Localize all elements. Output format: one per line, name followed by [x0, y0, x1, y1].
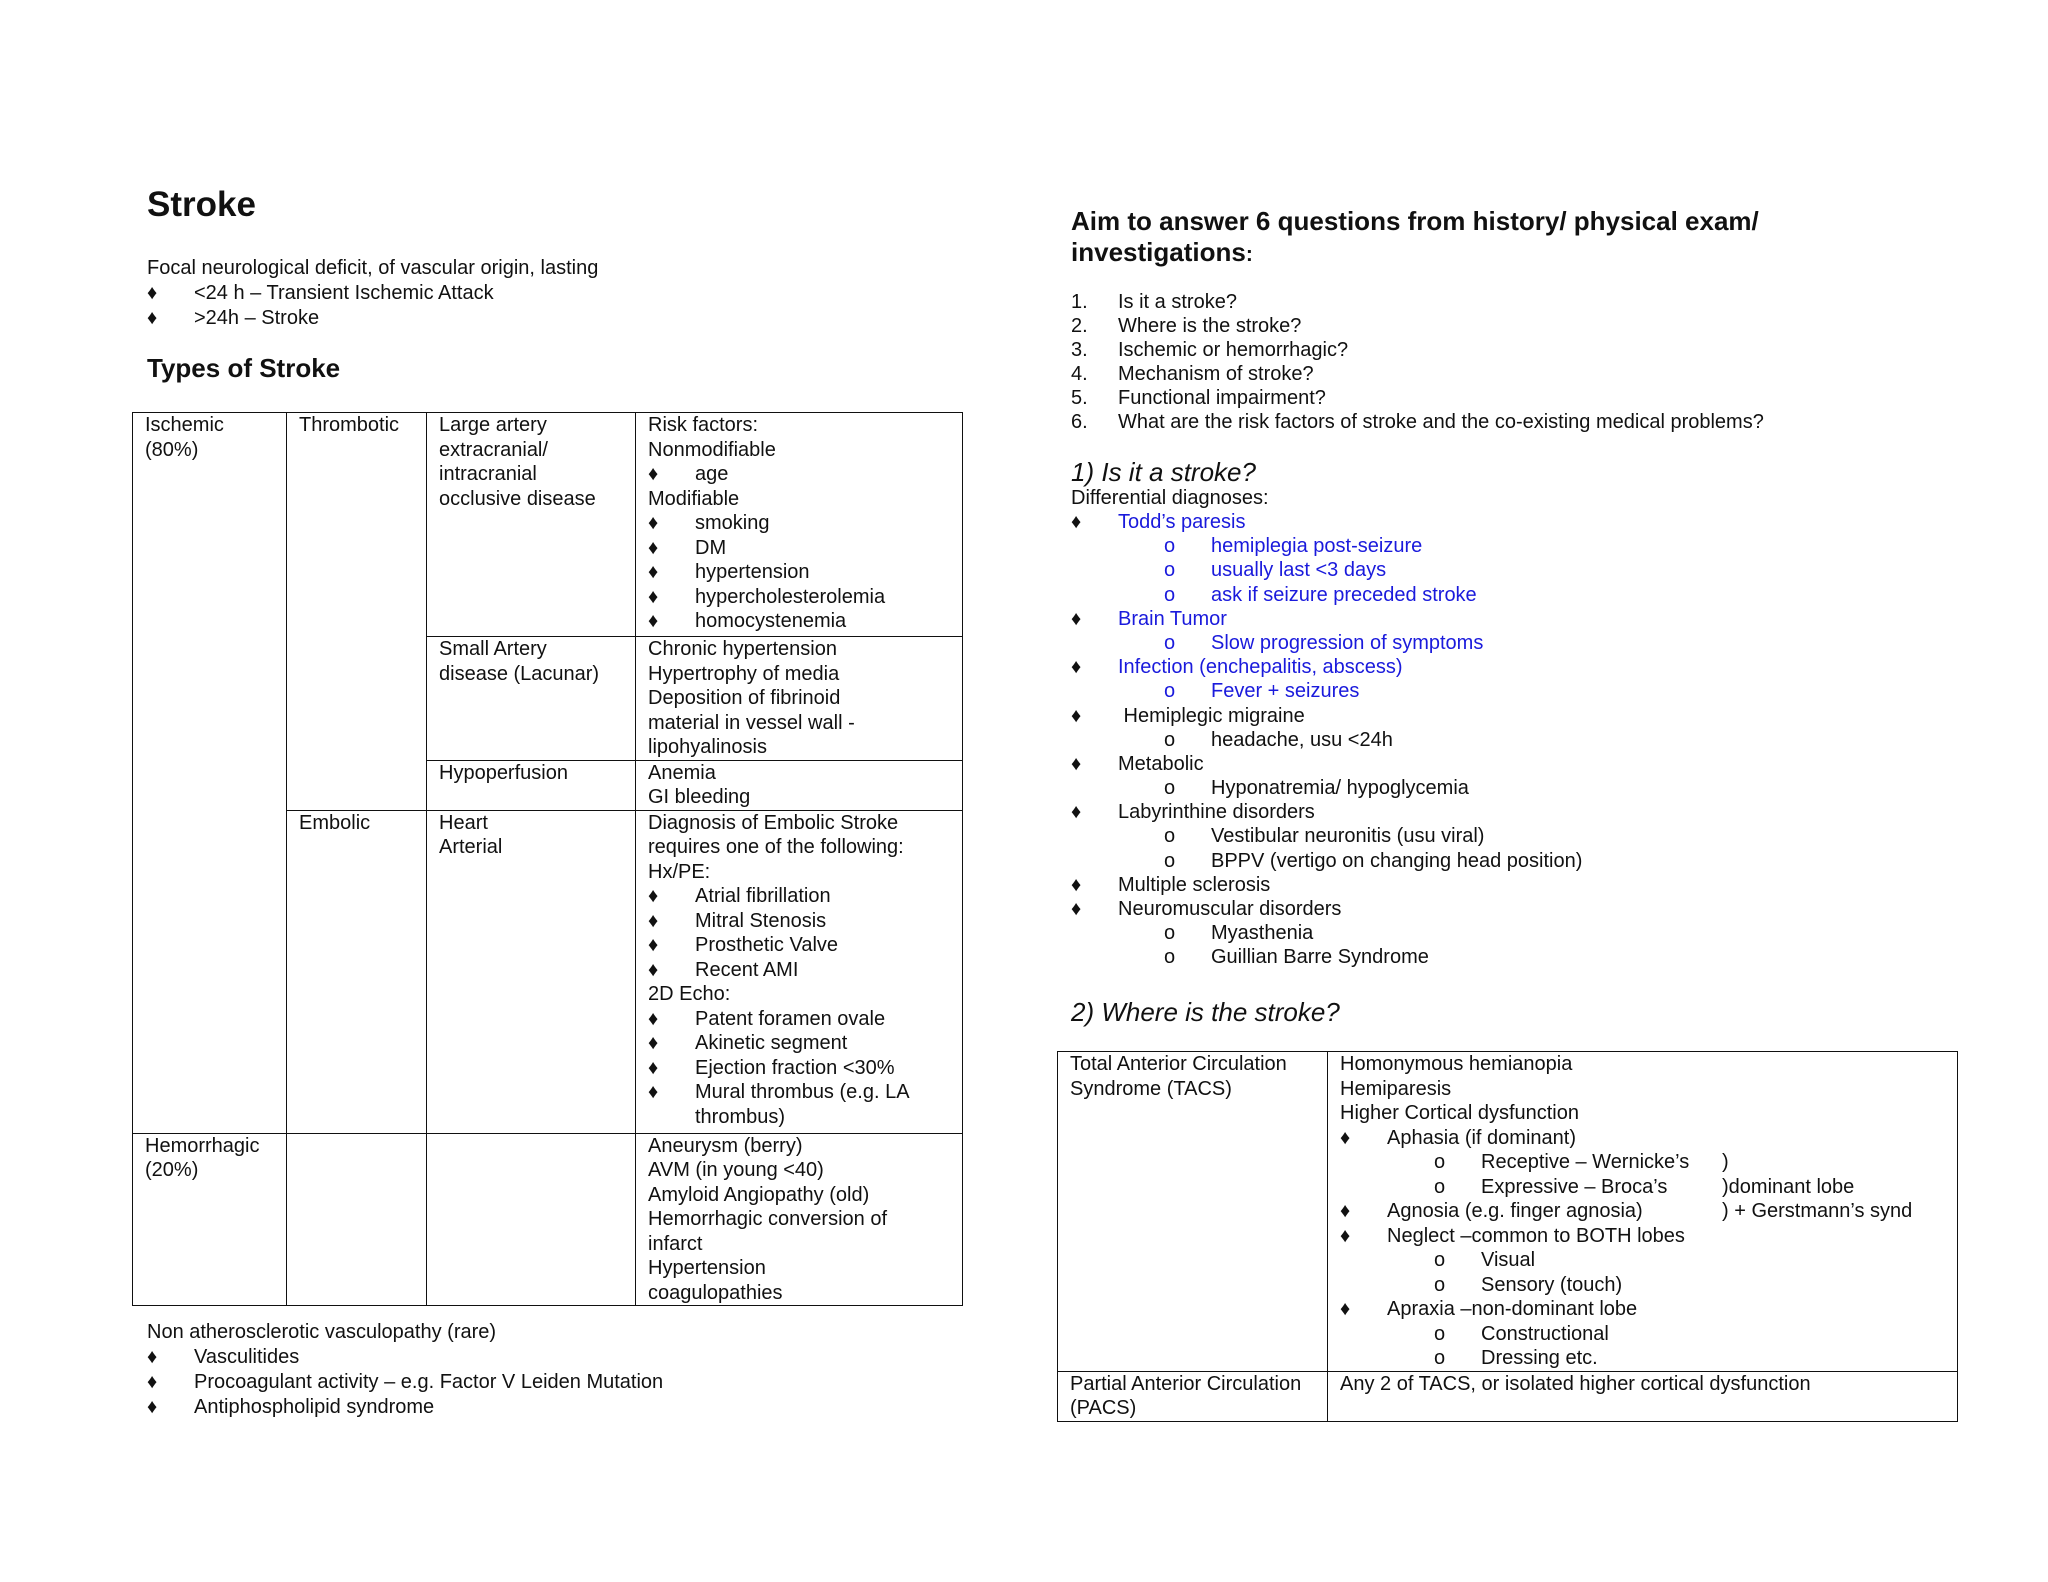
- q1-heading: 1) Is it a stroke?: [1071, 457, 1256, 487]
- diamond-bullet-icon: ♦: [1340, 1298, 1351, 1320]
- differential-diagnoses: Differential diagnoses: ♦ Todd’s paresis o hemiplegia post-seizure o usually last <3 days o ask if seizure preceded stroke ♦ Brain Tumor o Slow progression of symptoms ♦ Infection (enchepalitis, abscess) o Fever + seizures ♦ Hemiplegic migraine o headache, usu <24h ♦ Metabolic o Hyponatremia/ hypoglycemia ♦ Labyrinthine disorders o Vestibular neuronitis (usu viral) o BPPV (vertigo on changing head position) ♦ Multiple sclerosis ♦ Neuromuscular disorders o Myasthenia o Guillian Barre Syndrome: [1071, 487, 1583, 969]
- hemorrhagic-cell: Hemorrhagic (20%): [133, 1133, 287, 1306]
- diamond-bullet-icon: ♦: [1071, 873, 1082, 896]
- stroke-definition: Focal neurological deficit, of vascular origin, lasting ♦ <24 h – Transient Ischemic Attack ♦ >24h – Stroke: [147, 257, 599, 329]
- risk-factors-cell: Risk factors: Nonmodifiable ♦ age Modifiable ♦ smoking ♦ DM ♦ hypertension ♦ hypercholesterolemia ♦ homocystenemia: [636, 413, 963, 637]
- list-item: o usually last <3 days: [1164, 559, 1387, 582]
- diamond-bullet-icon: ♦: [648, 561, 659, 583]
- circle-bullet-icon: o: [1164, 631, 1176, 654]
- list-item: ♦ Infection (enchepalitis, abscess): [1071, 656, 1403, 679]
- diamond-bullet-icon: ♦: [648, 1081, 659, 1103]
- diamond-bullet-icon: ♦: [648, 463, 659, 485]
- pacs-desc-cell: Any 2 of TACS, or isolated higher cortical dysfunction: [1328, 1371, 1958, 1421]
- list-item: ♦ Antiphospholipid syndrome: [147, 1396, 435, 1418]
- large-artery-cell: Large artery extracranial/ intracranial occlusive disease: [427, 413, 636, 637]
- list-item: o Vestibular neuronitis (usu viral): [1164, 825, 1485, 848]
- hypoperfusion-cell: Hypoperfusion: [427, 760, 636, 810]
- diamond-bullet-icon: ♦: [648, 909, 659, 932]
- circle-bullet-icon: o: [1434, 1249, 1446, 1271]
- diamond-bullet-icon: ♦: [648, 958, 659, 981]
- diamond-bullet-icon: ♦: [648, 1007, 659, 1030]
- page-title: Stroke: [147, 185, 256, 224]
- hypoperfusion-desc-cell: Anemia GI bleeding: [636, 760, 963, 810]
- q2-heading: 2) Where is the stroke?: [1071, 997, 1340, 1027]
- diamond-bullet-icon: ♦: [1340, 1126, 1351, 1149]
- list-item: o Guillian Barre Syndrome: [1164, 946, 1429, 969]
- small-artery-desc-cell: Chronic hypertension Hypertrophy of media Deposition of fibrinoid material in vessel wall - lipohyalinosis: [636, 637, 963, 761]
- diamond-bullet-icon: ♦: [648, 512, 659, 534]
- circle-bullet-icon: o: [1434, 1273, 1446, 1296]
- diamond-bullet-icon: ♦: [147, 1371, 158, 1393]
- list-item: ♦ Metabolic: [1071, 752, 1204, 775]
- list-item: ♦ Hemiplegic migraine: [1071, 704, 1305, 727]
- circle-bullet-icon: o: [1164, 825, 1176, 848]
- list-item: 4. Mechanism of stroke?: [1071, 363, 1314, 385]
- circle-bullet-icon: o: [1164, 922, 1176, 945]
- list-item: 2. Where is the stroke?: [1071, 315, 1302, 337]
- stroke-types-table: [132, 412, 963, 1306]
- diamond-bullet-icon: ♦: [1071, 898, 1082, 920]
- list-item: o headache, usu <24h: [1164, 728, 1393, 751]
- embolic-cell: Embolic: [287, 810, 427, 1133]
- types-heading: Types of Stroke: [147, 353, 341, 383]
- hemorrhagic-desc-cell: Aneurysm (berry) AVM (in young <40) Amyloid Angiopathy (old) Hemorrhagic conversion of infarct Hypertension coagulopathies: [636, 1133, 963, 1306]
- diamond-bullet-icon: ♦: [648, 1032, 659, 1054]
- diamond-bullet-icon: ♦: [1071, 801, 1082, 824]
- diamond-bullet-icon: ♦: [648, 885, 659, 907]
- list-item: ♦ Vasculitides: [147, 1346, 300, 1368]
- diamond-bullet-icon: ♦: [147, 1346, 158, 1368]
- diamond-bullet-icon: ♦: [648, 1056, 659, 1079]
- diamond-bullet-icon: ♦: [1340, 1224, 1351, 1247]
- diamond-bullet-icon: ♦: [1340, 1200, 1351, 1222]
- questions-list: [1071, 290, 1764, 434]
- non-atherosclerotic-section: Non atherosclerotic vasculopathy (rare) ♦ Vasculitides ♦ Procoagulant activity – e.g. Factor V Leiden Mutation ♦ Antiphospholipid syndrome: [147, 1321, 664, 1418]
- diamond-bullet-icon: ♦: [147, 282, 158, 304]
- diamond-bullet-icon: ♦: [648, 610, 659, 632]
- circle-bullet-icon: o: [1164, 849, 1176, 872]
- definition-bullet: ♦ >24h – Stroke: [147, 307, 320, 329]
- list-item: o ask if seizure preceded stroke: [1164, 583, 1477, 606]
- circle-bullet-icon: o: [1434, 1175, 1446, 1198]
- list-item: o Slow progression of symptoms: [1164, 631, 1484, 654]
- list-item: ♦ Neuromuscular disorders: [1071, 898, 1342, 920]
- diamond-bullet-icon: ♦: [1071, 752, 1082, 775]
- circle-bullet-icon: o: [1164, 583, 1176, 606]
- tacs-desc-cell: Homonymous hemianopia Hemiparesis Higher Cortical dysfunction ♦ Aphasia (if dominant) o Receptive – Wernicke’s ) o Expressive – Broca’s )dominant lobe ♦ Agnosia (e.g. finger agnosia) ) + Gerstmann’s synd ♦ Neglect –common to BOTH lobes o Visual o Sensory (touch) ♦ Apraxia –non-dominant lobe o Constructional o Dressing etc.: [1328, 1052, 1958, 1372]
- thrombotic-cell: Thrombotic: [287, 413, 427, 811]
- list-item: 6. What are the risk factors of stroke and the co-existing medical problems?: [1071, 411, 1764, 433]
- embolic-desc-cell: Diagnosis of Embolic Stroke requires one of the following: Hx/PE: ♦ Atrial fibrillation ♦ Mitral Stenosis ♦ Prosthetic Valve ♦ Recent AMI 2D Echo: ♦ Patent foramen ovale ♦ Akinetic segment ♦ Ejection fraction <30% ♦ Mural thrombus (e.g. LA thrombus): [636, 810, 963, 1133]
- list-item: ♦ Todd’s paresis: [1071, 511, 1246, 533]
- diamond-bullet-icon: ♦: [147, 307, 158, 329]
- list-item: o hemiplegia post-seizure: [1164, 535, 1423, 558]
- circle-bullet-icon: o: [1164, 535, 1176, 558]
- circle-bullet-icon: o: [1164, 946, 1176, 969]
- circulation-syndromes-table: [1057, 1051, 1958, 1422]
- circle-bullet-icon: o: [1164, 559, 1176, 582]
- diamond-bullet-icon: ♦: [648, 585, 659, 608]
- list-item: o Myasthenia: [1164, 922, 1314, 945]
- empty-cell: [427, 1133, 636, 1306]
- ischemic-cell: Ischemic (80%): [133, 413, 287, 1134]
- list-item: 1. Is it a stroke?: [1071, 291, 1237, 313]
- diamond-bullet-icon: ♦: [648, 536, 659, 559]
- diamond-bullet-icon: ♦: [1071, 656, 1082, 679]
- definition-bullet: ♦ <24 h – Transient Ischemic Attack: [147, 282, 494, 304]
- list-item: o Fever + seizures: [1164, 680, 1360, 703]
- aim-heading: Aim to answer 6 questions from history/ physical exam/ investigations:: [1071, 206, 1759, 267]
- diamond-bullet-icon: ♦: [1071, 704, 1082, 727]
- tacs-cell: Total Anterior Circulation Syndrome (TACS): [1058, 1052, 1328, 1372]
- list-item: o Hyponatremia/ hypoglycemia: [1164, 777, 1469, 800]
- circle-bullet-icon: o: [1434, 1347, 1446, 1369]
- circle-bullet-icon: o: [1164, 777, 1176, 800]
- list-item: ♦ Labyrinthine disorders: [1071, 801, 1315, 824]
- diamond-bullet-icon: ♦: [147, 1396, 158, 1418]
- list-item: ♦ Brain Tumor: [1071, 607, 1227, 630]
- list-item: 3. Ischemic or hemorrhagic?: [1071, 339, 1349, 361]
- list-item: ♦ Procoagulant activity – e.g. Factor V Leiden Mutation: [147, 1371, 664, 1393]
- circle-bullet-icon: o: [1164, 728, 1176, 751]
- circle-bullet-icon: o: [1434, 1151, 1446, 1173]
- list-item: o BPPV (vertigo on changing head position): [1164, 849, 1583, 872]
- list-item: ♦ Multiple sclerosis: [1071, 873, 1271, 896]
- diamond-bullet-icon: ♦: [1071, 607, 1082, 630]
- empty-cell: [287, 1133, 427, 1306]
- diamond-bullet-icon: ♦: [1071, 511, 1082, 533]
- diamond-bullet-icon: ♦: [648, 934, 659, 956]
- small-artery-cell: Small Artery disease (Lacunar): [427, 637, 636, 761]
- circle-bullet-icon: o: [1164, 680, 1176, 703]
- pacs-cell: Partial Anterior Circulation (PACS): [1058, 1371, 1328, 1421]
- list-item: 5. Functional impairment?: [1071, 387, 1326, 409]
- embolic-source-cell: Heart Arterial: [427, 810, 636, 1133]
- circle-bullet-icon: o: [1434, 1322, 1446, 1345]
